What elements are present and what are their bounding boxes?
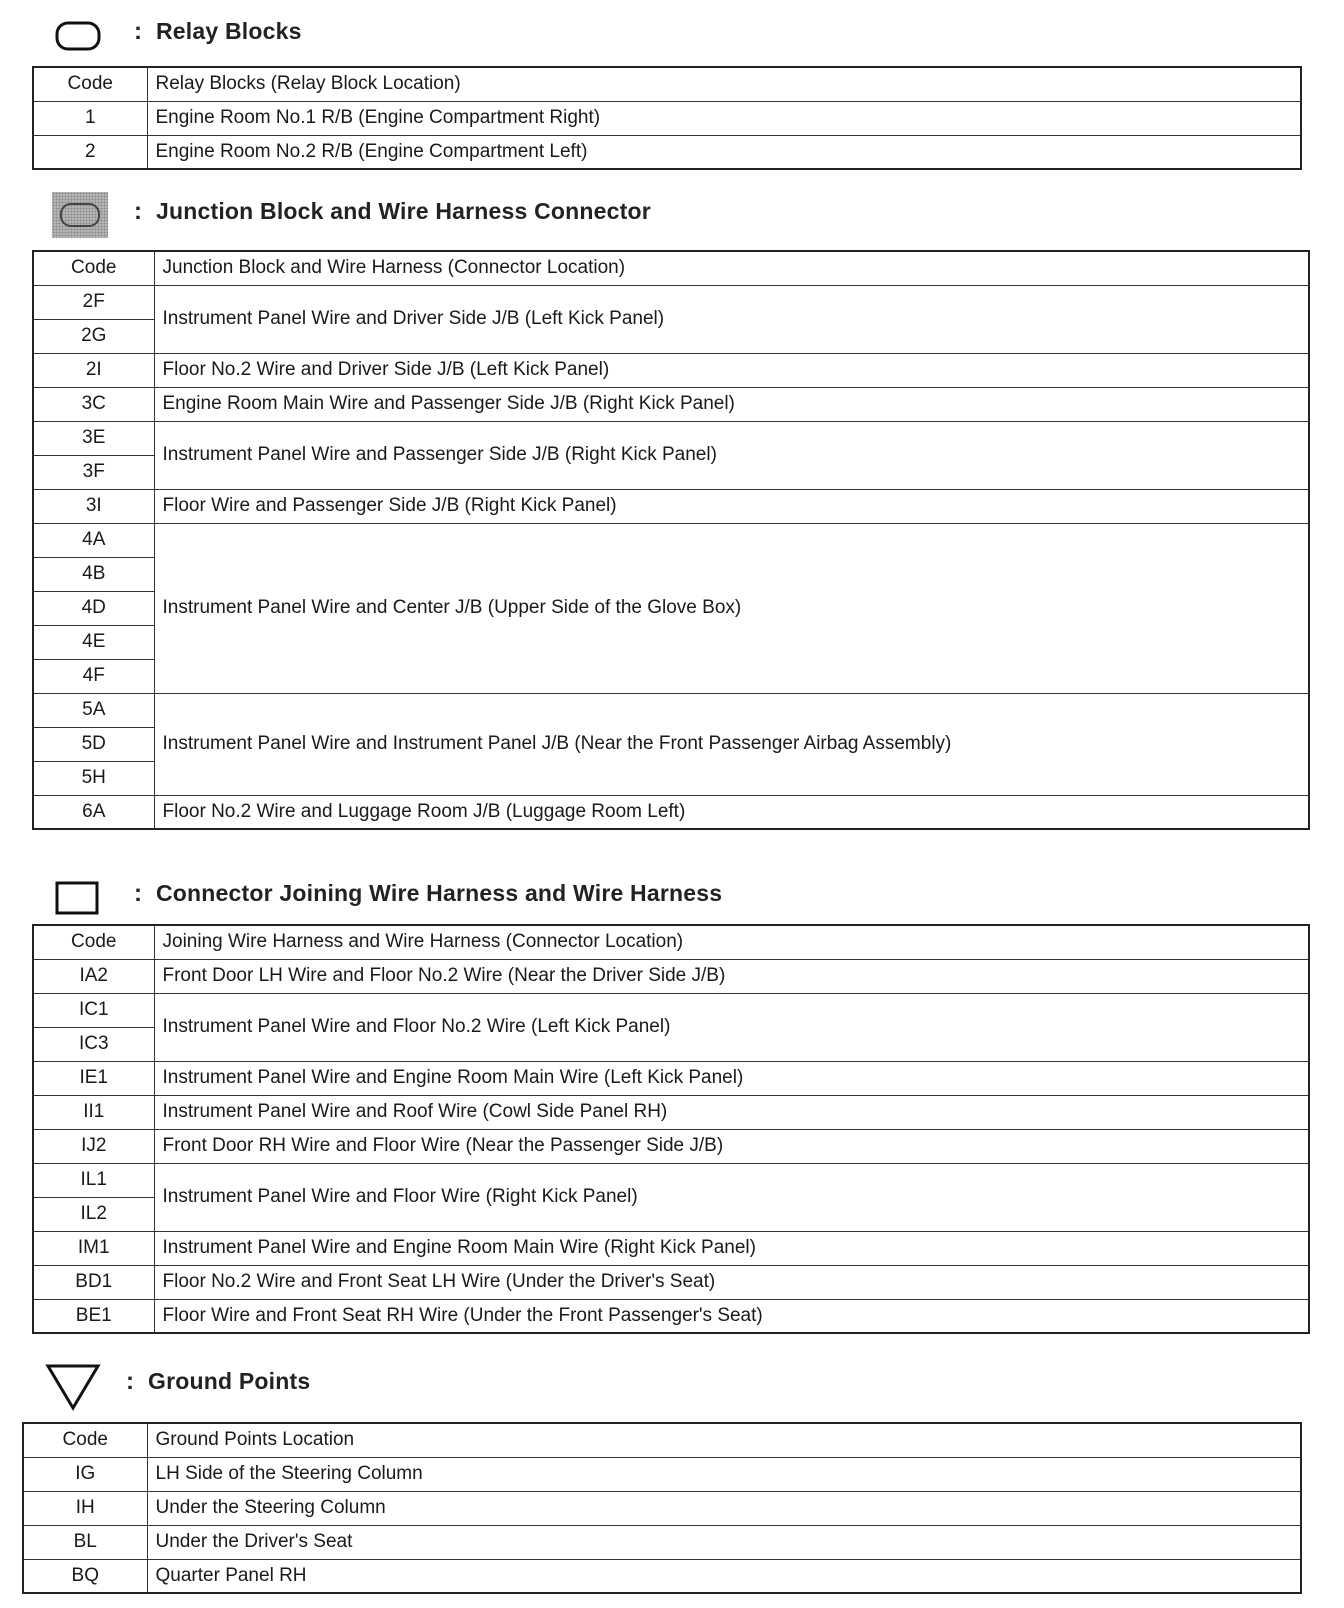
code-cell: 2I (33, 353, 154, 387)
code-cell: 6A (33, 795, 154, 829)
code-cell: IM1 (33, 1231, 154, 1265)
square-icon (54, 880, 100, 916)
table-row (33, 489, 1309, 523)
code-cell: 5D (33, 727, 154, 761)
code-cell: 3I (33, 489, 154, 523)
code-cell: 3F (33, 455, 154, 489)
location-cell: Instrument Panel Wire and Driver Side J/B (Left Kick Panel) (154, 285, 1309, 353)
junction-blocks-section (32, 196, 1310, 830)
location-cell: Floor Wire and Passenger Side J/B (Right Kick Panel) (154, 489, 1309, 523)
table-row (23, 1491, 1301, 1525)
table-row (33, 101, 1301, 135)
code-cell: IE1 (33, 1061, 154, 1095)
code-cell: IG (23, 1457, 147, 1491)
junction-blocks-title: Junction Block and Wire Harness Connector (156, 198, 651, 224)
code-cell: IL2 (33, 1197, 154, 1231)
location-cell: Quarter Panel RH (147, 1559, 1301, 1593)
location-cell: Instrument Panel Wire and Engine Room Main Wire (Left Kick Panel) (154, 1061, 1309, 1095)
ground-points-colon: : (126, 1368, 134, 1395)
table-row (33, 421, 1309, 455)
code-cell: 2F (33, 285, 154, 319)
header-code: Code (33, 251, 154, 285)
table-row (23, 1525, 1301, 1559)
code-cell: 3C (33, 387, 154, 421)
ground-points-body (23, 1423, 1301, 1593)
header-code: Code (23, 1423, 147, 1457)
code-cell: IJ2 (33, 1129, 154, 1163)
code-cell: 2G (33, 319, 154, 353)
code-cell: BE1 (33, 1299, 154, 1333)
table-row (33, 387, 1309, 421)
header-description: Joining Wire Harness and Wire Harness (Connector Location) (154, 925, 1309, 959)
ground-points-heading (22, 1362, 1302, 1418)
code-cell: IA2 (33, 959, 154, 993)
header-code: Code (33, 67, 147, 101)
code-cell: 4B (33, 557, 154, 591)
location-cell: Engine Room Main Wire and Passenger Side J/B (Right Kick Panel) (154, 387, 1309, 421)
code-cell: II1 (33, 1095, 154, 1129)
connectors-section (32, 876, 1310, 1334)
rounded-rect-icon (54, 20, 102, 52)
code-cell: 5H (33, 761, 154, 795)
table-row (33, 1061, 1309, 1095)
code-cell: 4F (33, 659, 154, 693)
location-cell: Instrument Panel Wire and Engine Room Main Wire (Right Kick Panel) (154, 1231, 1309, 1265)
table-row (33, 1129, 1309, 1163)
triangle-down-icon (44, 1362, 102, 1412)
relay-blocks-heading (32, 14, 1302, 62)
table-row (23, 1457, 1301, 1491)
location-cell: Under the Steering Column (147, 1491, 1301, 1525)
table-row (33, 1265, 1309, 1299)
location-cell: LH Side of the Steering Column (147, 1457, 1301, 1491)
relay-blocks-title: Relay Blocks (156, 18, 302, 44)
code-cell: IC3 (33, 1027, 154, 1061)
ground-points-table (22, 1422, 1302, 1594)
table-row (33, 1299, 1309, 1333)
code-cell: IL1 (33, 1163, 154, 1197)
table-row (33, 959, 1309, 993)
connectors-title: Connector Joining Wire Harness and Wire Harness (156, 880, 723, 906)
relay-blocks-colon: : (134, 18, 142, 45)
code-cell: IH (23, 1491, 147, 1525)
table-row (23, 1559, 1301, 1593)
header-description: Junction Block and Wire Harness (Connector Location) (154, 251, 1309, 285)
location-cell: Instrument Panel Wire and Passenger Side J/B (Right Kick Panel) (154, 421, 1309, 489)
location-cell: Instrument Panel Wire and Roof Wire (Cowl Side Panel RH) (154, 1095, 1309, 1129)
header-code: Code (33, 925, 154, 959)
table-row (33, 1095, 1309, 1129)
code-cell: 1 (33, 101, 147, 135)
connectors-table (32, 924, 1310, 1334)
code-cell: 4D (33, 591, 154, 625)
table-row (33, 353, 1309, 387)
header-description: Ground Points Location (147, 1423, 1301, 1457)
code-cell: 4A (33, 523, 154, 557)
table-row (33, 135, 1301, 169)
location-cell: Instrument Panel Wire and Floor Wire (Right Kick Panel) (154, 1163, 1309, 1231)
code-cell: IC1 (33, 993, 154, 1027)
table-row (33, 285, 1309, 319)
junction-blocks-colon: : (134, 198, 142, 225)
location-cell: Under the Driver's Seat (147, 1525, 1301, 1559)
location-cell: Instrument Panel Wire and Floor No.2 Wire (Left Kick Panel) (154, 993, 1309, 1061)
location-cell: Floor No.2 Wire and Luggage Room J/B (Luggage Room Left) (154, 795, 1309, 829)
table-row (33, 1231, 1309, 1265)
table-row (33, 693, 1309, 727)
relay-blocks-section (32, 14, 1302, 170)
table-row (33, 523, 1309, 557)
table-header-row (33, 925, 1309, 959)
code-cell: BQ (23, 1559, 147, 1593)
location-cell: Engine Room No.1 R/B (Engine Compartment Right) (147, 101, 1301, 135)
code-cell: BD1 (33, 1265, 154, 1299)
code-cell: 2 (33, 135, 147, 169)
connectors-colon: : (134, 880, 142, 907)
code-cell: 3E (33, 421, 154, 455)
connectors-body (33, 925, 1309, 1333)
table-row (33, 795, 1309, 829)
location-cell: Instrument Panel Wire and Center J/B (Upper Side of the Glove Box) (154, 523, 1309, 693)
ground-points-section (22, 1362, 1302, 1594)
junction-blocks-table (32, 250, 1310, 830)
code-cell: BL (23, 1525, 147, 1559)
relay-blocks-table (32, 66, 1302, 170)
connectors-heading (32, 876, 1310, 924)
relay-blocks-body (33, 67, 1301, 169)
shaded-rounded-rect-icon (52, 192, 108, 238)
location-cell: Front Door LH Wire and Floor No.2 Wire (Near the Driver Side J/B) (154, 959, 1309, 993)
table-row (33, 993, 1309, 1027)
location-cell: Floor Wire and Front Seat RH Wire (Under the Front Passenger's Seat) (154, 1299, 1309, 1333)
code-cell: 5A (33, 693, 154, 727)
ground-points-title: Ground Points (148, 1368, 311, 1394)
location-cell: Floor No.2 Wire and Front Seat LH Wire (Under the Driver's Seat) (154, 1265, 1309, 1299)
table-header-row (33, 67, 1301, 101)
location-cell: Front Door RH Wire and Floor Wire (Near the Passenger Side J/B) (154, 1129, 1309, 1163)
header-description: Relay Blocks (Relay Block Location) (147, 67, 1301, 101)
code-cell: 4E (33, 625, 154, 659)
table-row (33, 1163, 1309, 1197)
location-cell: Engine Room No.2 R/B (Engine Compartment Left) (147, 135, 1301, 169)
junction-blocks-body (33, 251, 1309, 829)
location-cell: Instrument Panel Wire and Instrument Panel J/B (Near the Front Passenger Airbag Assembly) (154, 693, 1309, 795)
junction-blocks-heading (32, 196, 1310, 244)
location-cell: Floor No.2 Wire and Driver Side J/B (Left Kick Panel) (154, 353, 1309, 387)
table-header-row (33, 251, 1309, 285)
table-header-row (23, 1423, 1301, 1457)
